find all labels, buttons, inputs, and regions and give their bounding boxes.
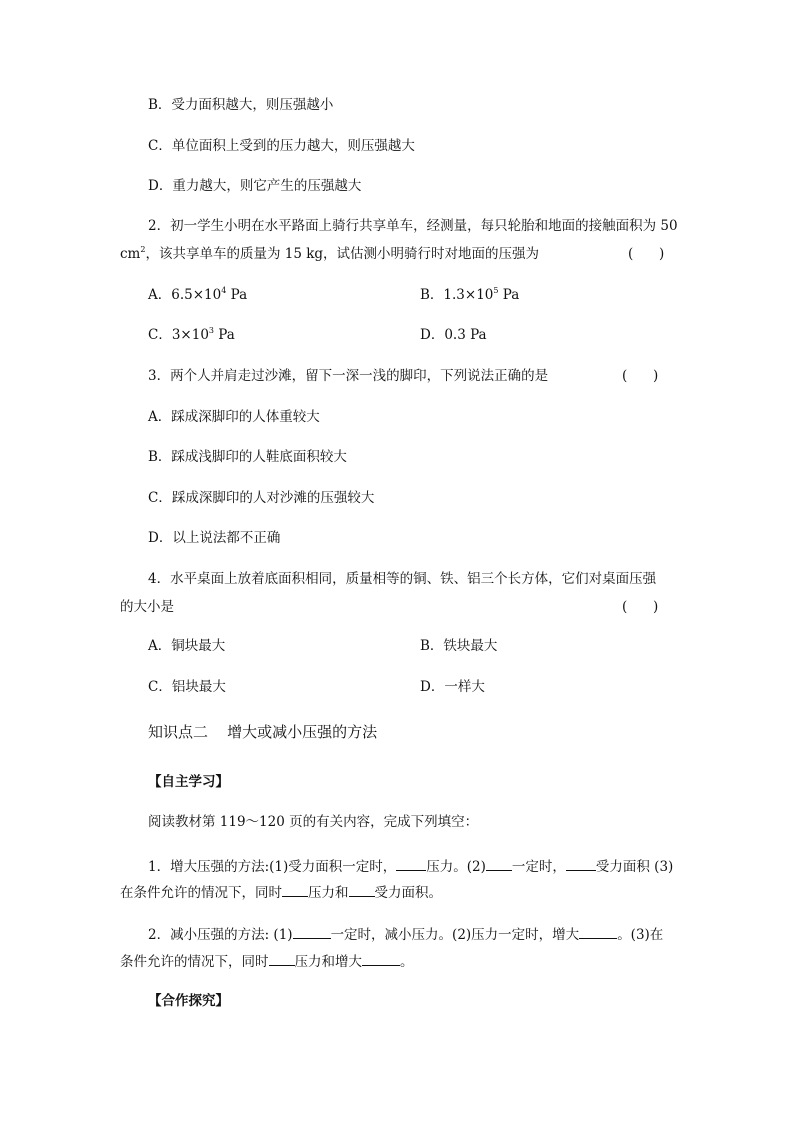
q3-stem: 3．两个人并肩走过沙滩，留下一深一浅的脚印，下列说法正确的是 (148, 368, 549, 384)
q3-option-b: B．踩成浅脚印的人鞋底面积较大 (148, 449, 347, 465)
section-heading: 知识点二 增大或减小压强的方法 (148, 723, 378, 741)
fill-blank[interactable] (282, 882, 308, 897)
q4-answer-bracket: ( ) (622, 599, 659, 615)
q2-option-b: B．$1.3\times 10^5$ Pa (420, 286, 520, 303)
q2-stem-line1: 2．初一学生小明在水平路面上骑行共享单车，经测量，每只轮胎和地面的接触面积为 50 (148, 218, 678, 234)
q4-option-d: D．一样大 (420, 679, 485, 695)
q1-option-d: D．重力越大，则它产生的压强越大 (148, 178, 362, 194)
q2-answer-bracket: ( ) (628, 246, 665, 262)
q1-option-b: B．受力面积越大，则压强越小 (148, 97, 334, 113)
fill-blank[interactable] (293, 924, 331, 939)
fill-blank[interactable] (396, 856, 426, 871)
q2-stem-line2: $cm^2$，该共享单车的质量为 15 kg，试估测小明骑行时对地面的压强为 (120, 245, 540, 262)
q1-option-c: C．单位面积上受到的压力越大，则压强越大 (148, 138, 415, 154)
q3-answer-bracket: ( ) (622, 368, 659, 384)
q3-option-d: D．以上说法都不正确 (148, 530, 281, 546)
fill-blank[interactable] (349, 882, 375, 897)
q3-option-a: A．踩成深脚印的人体重较大 (148, 409, 320, 425)
fill-question-1-line1: 1．增大压强的方法:(1)受力面积一定时， 压力。(2) 一定时， 受力面积 (3) (148, 856, 673, 876)
fill-blank[interactable] (486, 856, 512, 871)
q2-option-d: D．0.3 Pa (420, 327, 487, 343)
q4-stem-line2: 的大小是 (120, 599, 174, 615)
q2-option-a: A．$6.5\times 10^4$ Pa (148, 286, 248, 303)
q4-option-c: C．铝块最大 (148, 679, 226, 695)
reading-instruction: 阅读教材第 119～120 页的有关内容，完成下列填空： (148, 814, 479, 830)
fill-blank[interactable] (579, 924, 617, 939)
fill-blank[interactable] (269, 951, 295, 966)
fill-blank[interactable] (566, 856, 596, 871)
cooperative-inquiry-label: 【合作探究】 (148, 993, 229, 1009)
fill-question-2-line1: 2．减小压强的方法: (1) 一定时，减小压力。(2)压力一定时，增大 。(3)在 (148, 924, 663, 944)
q3-option-c: C．踩成深脚印的人对沙滩的压强较大 (148, 490, 375, 506)
self-study-label: 【自主学习】 (148, 774, 229, 790)
fill-question-1-line2: 在条件允许的情况下，同时 压力和 受力面积。 (120, 882, 442, 902)
q4-option-a: A．铜块最大 (148, 638, 226, 654)
fill-blank[interactable] (362, 951, 400, 966)
q4-stem-line1: 4．水平桌面上放着底面积相同，质量相等的铜、铁、铝三个长方体，它们对桌面压强 (148, 571, 657, 587)
q4-option-b: B．铁块最大 (420, 638, 498, 654)
q2-option-c: C．$3\times 10^3$ Pa (148, 326, 235, 343)
fill-question-2-line2: 条件允许的情况下，同时 压力和增大 。 (120, 951, 414, 971)
